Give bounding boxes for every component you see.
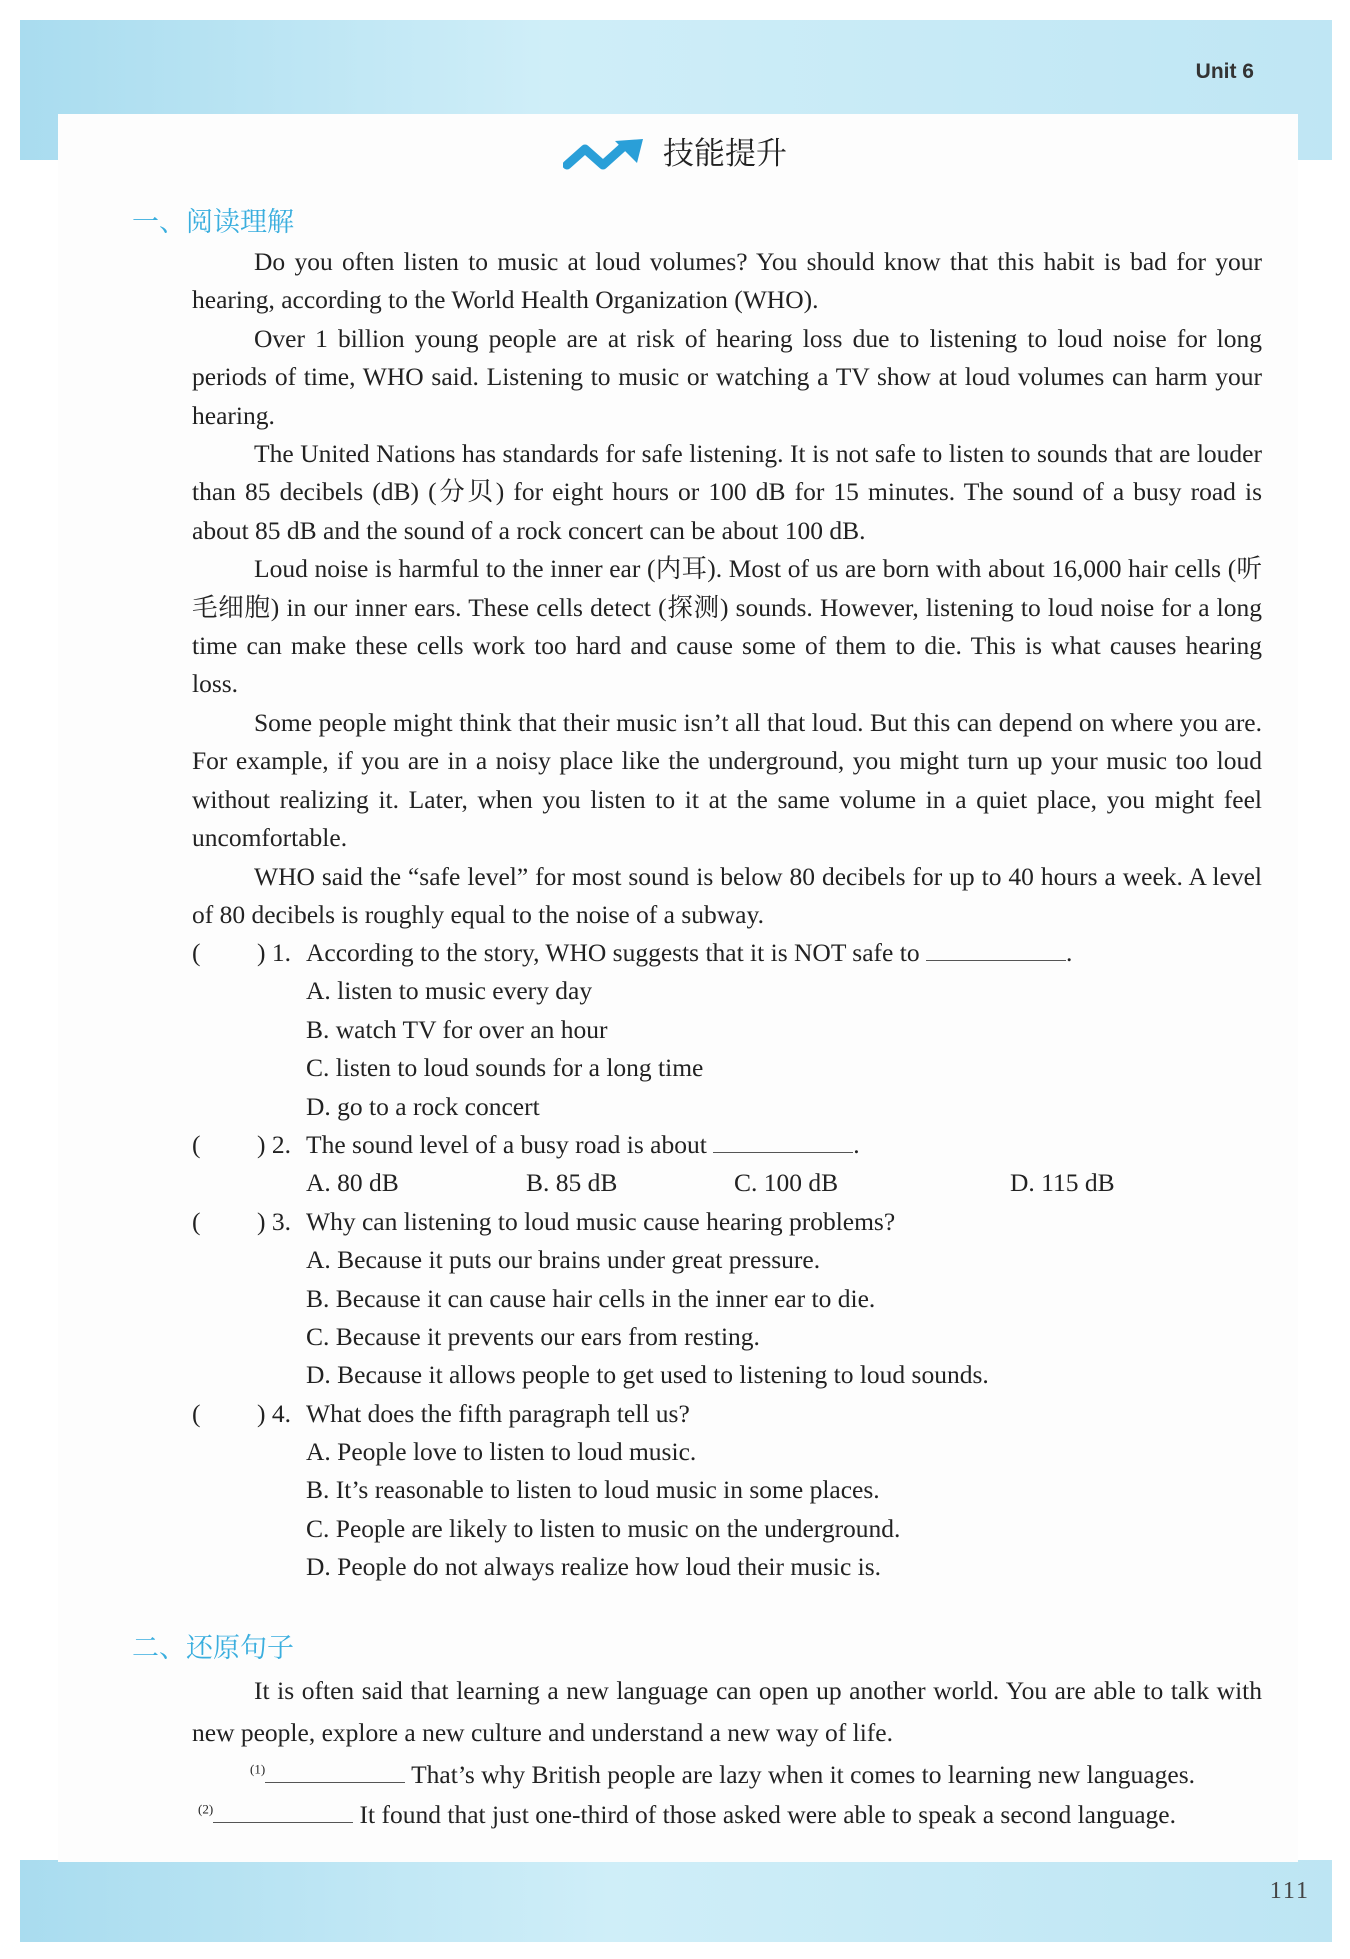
question-number: ) 1. [257,938,291,967]
option: B. It’s reasonable to listen to loud music in some places. [306,1475,880,1505]
option: B. watch TV for over an hour [306,1014,608,1044]
sentence-text: It found that just one-third of those asked were able to speak a second language. [359,1800,1176,1829]
question-number: ) 3. [257,1206,291,1236]
option: A. 80 dB [306,1168,399,1198]
question-number: ) 4. [257,1398,291,1428]
page-number: 111 [1269,1878,1310,1904]
question-stem: What does the fifth paragraph tell us? [306,1398,690,1428]
sentence-1 [250,1760,1195,1790]
option: B. Because it can cause hair cells in the inner ear to die. [306,1283,876,1313]
answer-blank[interactable] [265,1760,405,1783]
option: C. 100 dB [734,1168,839,1198]
answer-paren-open[interactable]: ( [192,938,201,967]
stem-end: . [853,1129,860,1159]
question-1 [192,934,1262,972]
option: A. listen to music every day [306,976,593,1006]
answer-blank[interactable] [926,938,1066,961]
trend-up-arrow-icon [563,139,649,173]
option: A. Because it puts our brains under great pressure. [306,1245,821,1275]
answer-blank[interactable] [713,1130,853,1153]
paragraph-4: Loud noise is harmful to the inner ear (内耳). Most of us are born with about 16,000 hair cells (听毛细胞) in our inner ears. These cells detect (探测) sounds. However, listening to loud noise for a long time can make these cells work too hard and cause some of them to die. This is what causes hearing loss. [192,554,1262,699]
question-2 [192,1126,1262,1164]
answer-paren-open[interactable]: ( [192,1129,201,1159]
unit-label: Unit 6 [1195,60,1254,83]
option: C. Because it prevents our ears from resting. [306,1321,760,1351]
page-title-text: 技能提升 [663,136,787,172]
question-4 [192,1395,1262,1433]
option: D. People do not always realize how loud their music is. [306,1552,882,1582]
answer-paren-open[interactable]: ( [192,1206,201,1236]
question-list [192,934,1262,1587]
paragraph-5: Some people might think that their music isn’t all that loud. But this can depend on where you are. For example, if you are in a noisy place like the underground, you might turn up your music too loud without realizing it. Later, when you listen to it at the same volume in a quiet place, you might feel uncomfortable. [192,707,1262,853]
paragraph-3: The United Nations has standards for safe listening. It is not safe to listen to sounds that are louder than 85 decibels (dB) (分贝) for eight hours or 100 dB for 15 minutes. The sound of a busy road is about 85 dB and the sound of a rock concert can be about 100 dB. [192,439,1262,545]
option: D. 115 dB [1010,1168,1115,1198]
question-3 [192,1203,1262,1241]
section2-heading: 二、还原句子 [132,1633,294,1664]
option: C. People are likely to listen to music on the underground. [306,1513,901,1543]
blank-label: (2) [198,1801,214,1817]
question-stem: Why can listening to loud music cause hearing problems? [306,1206,896,1236]
reading-passage [192,243,1262,934]
sentence-2 [198,1800,1176,1830]
section2-intro: It is often said that learning a new language can open up another world. You are able to talk with new people, explore a new culture and understand a new way of life. [192,1676,1262,1747]
option: C. listen to loud sounds for a long time [306,1053,704,1083]
option: A. People love to listen to loud music. [306,1437,697,1467]
question-number: ) 2. [257,1129,291,1159]
blank-label: (1) [250,1761,266,1777]
question-stem: The sound level of a busy road is about [306,1129,707,1159]
option: D. go to a rock concert [306,1091,540,1121]
section1-heading: 一、阅读理解 [132,207,294,238]
option: D. Because it allows people to get used to listening to loud sounds. [306,1360,989,1390]
question-stem: According to the story, WHO suggests that it is NOT safe to [306,938,920,967]
sentence-text: That’s why British people are lazy when it comes to learning new languages. [411,1760,1195,1789]
paragraph-2: Over 1 billion young people are at risk of hearing loss due to listening to loud noise for long periods of time, WHO said. Listening to music or watching a TV show at loud volumes can harm your hearing. [192,323,1262,430]
paragraph-1: Do you often listen to music at loud volumes? You should know that this habit is bad for your hearing, according to the World Health Organization (WHO). [192,247,1262,315]
page-title [0,128,1350,173]
stem-end: . [1065,938,1073,967]
answer-blank[interactable] [213,1800,353,1823]
footer-band [20,1860,1332,1942]
option: B. 85 dB [526,1168,618,1198]
answer-paren-open[interactable]: ( [192,1398,201,1428]
section2-intro-block [192,1670,1262,1754]
paragraph-6: WHO said the “safe level” for most sound is below 80 decibels for up to 40 hours a week. A level of 80 decibels is roughly equal to the noise of a subway. [192,861,1262,929]
